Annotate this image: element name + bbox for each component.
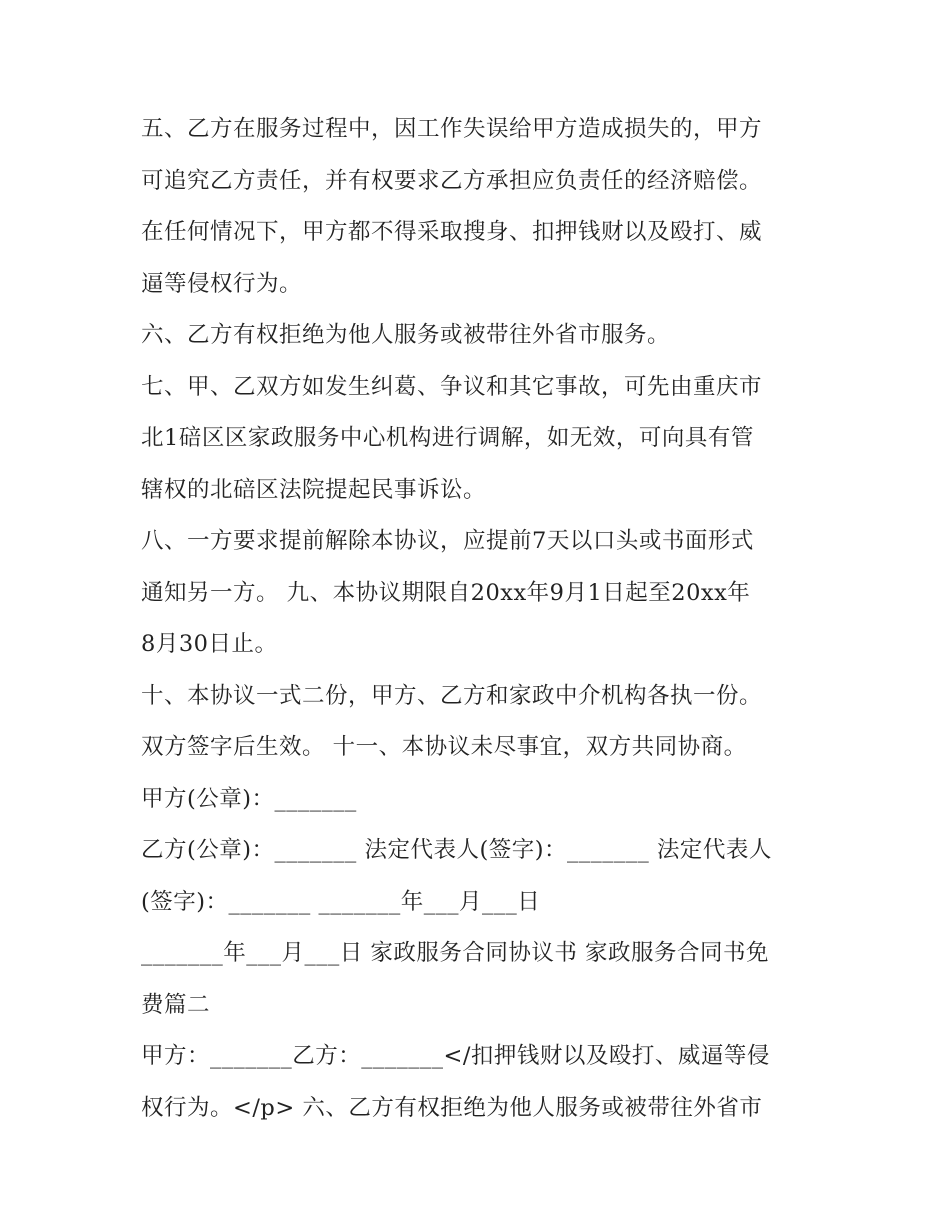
text-line: 通知另一方。 九、本协议期限自20xx年9月1日起至20xx年 <box>141 579 751 606</box>
text-line: 8月30日止。 <box>141 631 278 657</box>
text-line: 十、本协议一式二份，甲方、乙方和家政中介机构各执一份。 <box>141 682 763 709</box>
text-line: 五、乙方在服务过程中，因工作失误给甲方造成损失的，甲方 <box>141 116 763 142</box>
text-line: 双方签字后生效。 十一、本协议未尽事宜，双方共同协商。 <box>141 734 747 760</box>
text-line: 北1碚区区家政服务中心机构进行调解，如无效，可向具有管 <box>141 425 754 451</box>
text-line: 逼等侵权行为。 <box>141 270 303 297</box>
text-line: 可追究乙方责任，并有权要求乙方承担应负责任的经济赔偿。 <box>141 167 763 194</box>
text-line: 费篇二 <box>141 991 211 1018</box>
text-line: (签字)：_______ _______年___月___日 <box>141 888 541 915</box>
text-line: 乙方(公章)：_______ 法定代表人(签字)：_______ 法定代表人 <box>141 837 772 863</box>
text-line: 甲方(公章)：_______ <box>141 785 357 812</box>
document-body <box>141 104 821 1134</box>
text-line: 在任何情况下，甲方都不得采取搜身、扣押钱财以及殴打、威 <box>141 219 763 245</box>
text-line: 六、乙方有权拒绝为他人服务或被带往外省市服务。 <box>141 322 671 348</box>
text-line: 权行为。</p> 六、乙方有权拒绝为他人服务或被带往外省市 <box>141 1094 763 1121</box>
text-line: 七、甲、乙双方如发生纠葛、争议和其它事故，可先由重庆市 <box>141 373 763 400</box>
text-line: _______年___月___日 家政服务合同协议书 家政服务合同书免 <box>141 940 770 966</box>
text-line: 甲方：_______乙方：_______</扣押钱财以及殴打、威逼等侵 <box>141 1043 770 1069</box>
text-line: 八、一方要求提前解除本协议，应提前7天以口头或书面形式 <box>141 528 754 554</box>
text-line: 辖权的北碚区法院提起民事诉讼。 <box>141 476 487 503</box>
